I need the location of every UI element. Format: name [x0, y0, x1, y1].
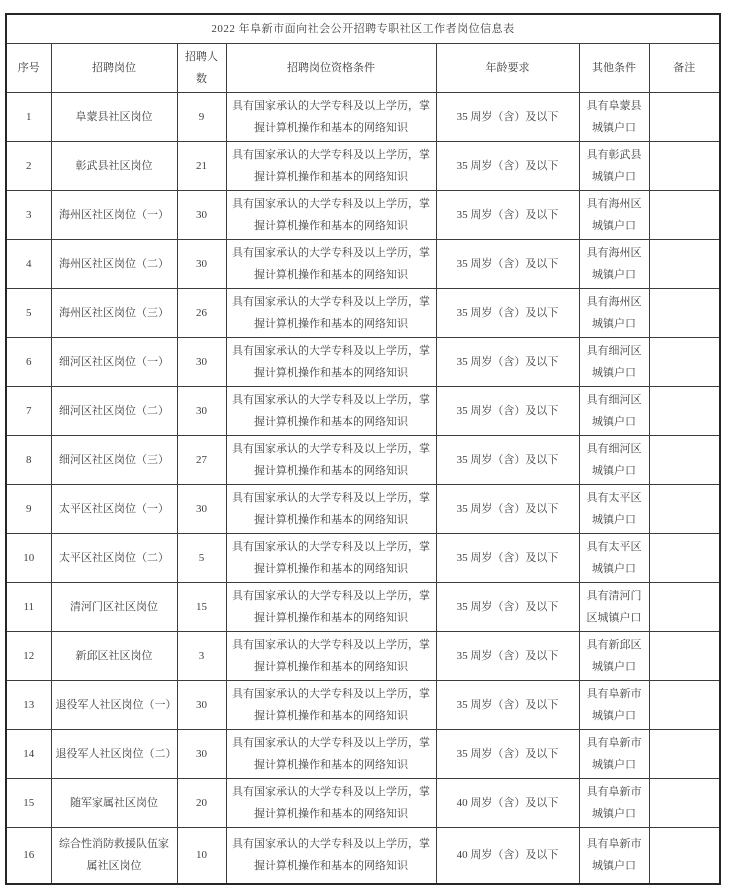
- col-header-count: 招聘人数: [177, 43, 226, 92]
- table-row: [6, 680, 720, 729]
- cell-count: 30: [177, 729, 226, 778]
- cell-age: 35 周岁（含）及以下: [436, 337, 579, 386]
- cell-no: 15: [6, 778, 51, 827]
- cell-other: 具有细河区城镇户口: [579, 435, 649, 484]
- cell-count: 27: [177, 435, 226, 484]
- title-row: [6, 14, 720, 43]
- cell-remark: [649, 631, 720, 680]
- cell-age: 35 周岁（含）及以下: [436, 729, 579, 778]
- cell-position: 太平区社区岗位（二）: [51, 533, 177, 582]
- cell-remark: [649, 92, 720, 141]
- table-row: [6, 337, 720, 386]
- cell-count: 30: [177, 337, 226, 386]
- table-row: [6, 386, 720, 435]
- cell-count: 30: [177, 386, 226, 435]
- table-row: [6, 729, 720, 778]
- cell-other: 具有海州区城镇户口: [579, 190, 649, 239]
- cell-count: 30: [177, 680, 226, 729]
- cell-no: 3: [6, 190, 51, 239]
- cell-age: 35 周岁（含）及以下: [436, 484, 579, 533]
- cell-count: 21: [177, 141, 226, 190]
- cell-remark: [649, 827, 720, 884]
- cell-age: 35 周岁（含）及以下: [436, 435, 579, 484]
- cell-position: 清河门区社区岗位: [51, 582, 177, 631]
- table-body: [6, 92, 720, 884]
- cell-count: 5: [177, 533, 226, 582]
- cell-age: 35 周岁（含）及以下: [436, 386, 579, 435]
- table-row: [6, 778, 720, 827]
- cell-count: 30: [177, 484, 226, 533]
- cell-other: 具有细河区城镇户口: [579, 337, 649, 386]
- cell-qualification: 具有国家承认的大学专科及以上学历，掌握计算机操作和基本的网络知识: [226, 435, 436, 484]
- cell-remark: [649, 680, 720, 729]
- cell-position: 细河区社区岗位（三）: [51, 435, 177, 484]
- cell-position: 退役军人社区岗位（一）: [51, 680, 177, 729]
- table-row: [6, 288, 720, 337]
- cell-qualification: 具有国家承认的大学专科及以上学历，掌握计算机操作和基本的网络知识: [226, 386, 436, 435]
- cell-remark: [649, 484, 720, 533]
- cell-qualification: 具有国家承认的大学专科及以上学历，掌握计算机操作和基本的网络知识: [226, 239, 436, 288]
- cell-remark: [649, 337, 720, 386]
- cell-age: 35 周岁（含）及以下: [436, 288, 579, 337]
- table-row: [6, 435, 720, 484]
- header-row: [6, 43, 720, 92]
- table-row: [6, 92, 720, 141]
- cell-remark: [649, 288, 720, 337]
- cell-age: 35 周岁（含）及以下: [436, 92, 579, 141]
- cell-other: 具有阜新市城镇户口: [579, 827, 649, 884]
- cell-qualification: 具有国家承认的大学专科及以上学历，掌握计算机操作和基本的网络知识: [226, 92, 436, 141]
- table-title: 2022 年阜新市面向社会公开招聘专职社区工作者岗位信息表: [6, 14, 720, 43]
- cell-count: 3: [177, 631, 226, 680]
- col-header-position: 招聘岗位: [51, 43, 177, 92]
- col-header-age: 年龄要求: [436, 43, 579, 92]
- cell-qualification: 具有国家承认的大学专科及以上学历，掌握计算机操作和基本的网络知识: [226, 631, 436, 680]
- cell-no: 16: [6, 827, 51, 884]
- cell-other: 具有阜新市城镇户口: [579, 680, 649, 729]
- cell-age: 35 周岁（含）及以下: [436, 239, 579, 288]
- cell-no: 14: [6, 729, 51, 778]
- col-header-qualification: 招聘岗位资格条件: [226, 43, 436, 92]
- cell-qualification: 具有国家承认的大学专科及以上学历，掌握计算机操作和基本的网络知识: [226, 288, 436, 337]
- table-row: [6, 827, 720, 884]
- cell-other: 具有阜新市城镇户口: [579, 778, 649, 827]
- cell-remark: [649, 582, 720, 631]
- cell-remark: [649, 239, 720, 288]
- cell-other: 具有细河区城镇户口: [579, 386, 649, 435]
- cell-qualification: 具有国家承认的大学专科及以上学历，掌握计算机操作和基本的网络知识: [226, 337, 436, 386]
- cell-position: 彰武县社区岗位: [51, 141, 177, 190]
- cell-other: 具有海州区城镇户口: [579, 239, 649, 288]
- cell-qualification: 具有国家承认的大学专科及以上学历，掌握计算机操作和基本的网络知识: [226, 778, 436, 827]
- cell-remark: [649, 190, 720, 239]
- cell-remark: [649, 533, 720, 582]
- cell-no: 1: [6, 92, 51, 141]
- table-row: [6, 533, 720, 582]
- cell-other: 具有阜新市城镇户口: [579, 729, 649, 778]
- table-row: [6, 239, 720, 288]
- cell-other: 具有海州区城镇户口: [579, 288, 649, 337]
- col-header-no: 序号: [6, 43, 51, 92]
- cell-no: 2: [6, 141, 51, 190]
- cell-count: 30: [177, 239, 226, 288]
- table-row: [6, 141, 720, 190]
- job-info-table: [5, 13, 721, 885]
- cell-remark: [649, 778, 720, 827]
- cell-no: 11: [6, 582, 51, 631]
- cell-age: 35 周岁（含）及以下: [436, 190, 579, 239]
- cell-remark: [649, 435, 720, 484]
- cell-no: 13: [6, 680, 51, 729]
- cell-age: 35 周岁（含）及以下: [436, 680, 579, 729]
- cell-age: 35 周岁（含）及以下: [436, 582, 579, 631]
- cell-qualification: 具有国家承认的大学专科及以上学历，掌握计算机操作和基本的网络知识: [226, 190, 436, 239]
- cell-age: 35 周岁（含）及以下: [436, 141, 579, 190]
- table-row: [6, 484, 720, 533]
- cell-position: 阜蒙县社区岗位: [51, 92, 177, 141]
- cell-qualification: 具有国家承认的大学专科及以上学历，掌握计算机操作和基本的网络知识: [226, 680, 436, 729]
- cell-remark: [649, 729, 720, 778]
- cell-other: 具有阜蒙县城镇户口: [579, 92, 649, 141]
- cell-count: 26: [177, 288, 226, 337]
- cell-no: 4: [6, 239, 51, 288]
- cell-position: 海州区社区岗位（二）: [51, 239, 177, 288]
- cell-position: 随军家属社区岗位: [51, 778, 177, 827]
- cell-other: 具有太平区城镇户口: [579, 484, 649, 533]
- cell-position: 海州区社区岗位（三）: [51, 288, 177, 337]
- table-row: [6, 190, 720, 239]
- table-row: [6, 631, 720, 680]
- cell-count: 30: [177, 190, 226, 239]
- cell-other: 具有彰武县城镇户口: [579, 141, 649, 190]
- cell-other: 具有太平区城镇户口: [579, 533, 649, 582]
- cell-remark: [649, 386, 720, 435]
- cell-qualification: 具有国家承认的大学专科及以上学历，掌握计算机操作和基本的网络知识: [226, 484, 436, 533]
- cell-qualification: 具有国家承认的大学专科及以上学历，掌握计算机操作和基本的网络知识: [226, 582, 436, 631]
- cell-no: 10: [6, 533, 51, 582]
- cell-no: 9: [6, 484, 51, 533]
- cell-age: 40 周岁（含）及以下: [436, 827, 579, 884]
- cell-no: 5: [6, 288, 51, 337]
- cell-age: 35 周岁（含）及以下: [436, 533, 579, 582]
- cell-age: 35 周岁（含）及以下: [436, 631, 579, 680]
- cell-qualification: 具有国家承认的大学专科及以上学历，掌握计算机操作和基本的网络知识: [226, 729, 436, 778]
- cell-qualification: 具有国家承认的大学专科及以上学历，掌握计算机操作和基本的网络知识: [226, 533, 436, 582]
- cell-position: 细河区社区岗位（一）: [51, 337, 177, 386]
- cell-no: 8: [6, 435, 51, 484]
- cell-qualification: 具有国家承认的大学专科及以上学历，掌握计算机操作和基本的网络知识: [226, 827, 436, 884]
- cell-position: 综合性消防救援队伍家属社区岗位: [51, 827, 177, 884]
- cell-position: 退役军人社区岗位（二）: [51, 729, 177, 778]
- cell-no: 6: [6, 337, 51, 386]
- col-header-other: 其他条件: [579, 43, 649, 92]
- cell-age: 40 周岁（含）及以下: [436, 778, 579, 827]
- cell-other: 具有新邱区城镇户口: [579, 631, 649, 680]
- col-header-remark: 备注: [649, 43, 720, 92]
- cell-position: 太平区社区岗位（一）: [51, 484, 177, 533]
- cell-count: 15: [177, 582, 226, 631]
- cell-position: 新邱区社区岗位: [51, 631, 177, 680]
- cell-position: 海州区社区岗位（一）: [51, 190, 177, 239]
- cell-count: 9: [177, 92, 226, 141]
- cell-qualification: 具有国家承认的大学专科及以上学历，掌握计算机操作和基本的网络知识: [226, 141, 436, 190]
- table-row: [6, 582, 720, 631]
- cell-no: 7: [6, 386, 51, 435]
- cell-no: 12: [6, 631, 51, 680]
- cell-remark: [649, 141, 720, 190]
- cell-count: 20: [177, 778, 226, 827]
- cell-position: 细河区社区岗位（二）: [51, 386, 177, 435]
- cell-other: 具有清河门区城镇户口: [579, 582, 649, 631]
- cell-count: 10: [177, 827, 226, 884]
